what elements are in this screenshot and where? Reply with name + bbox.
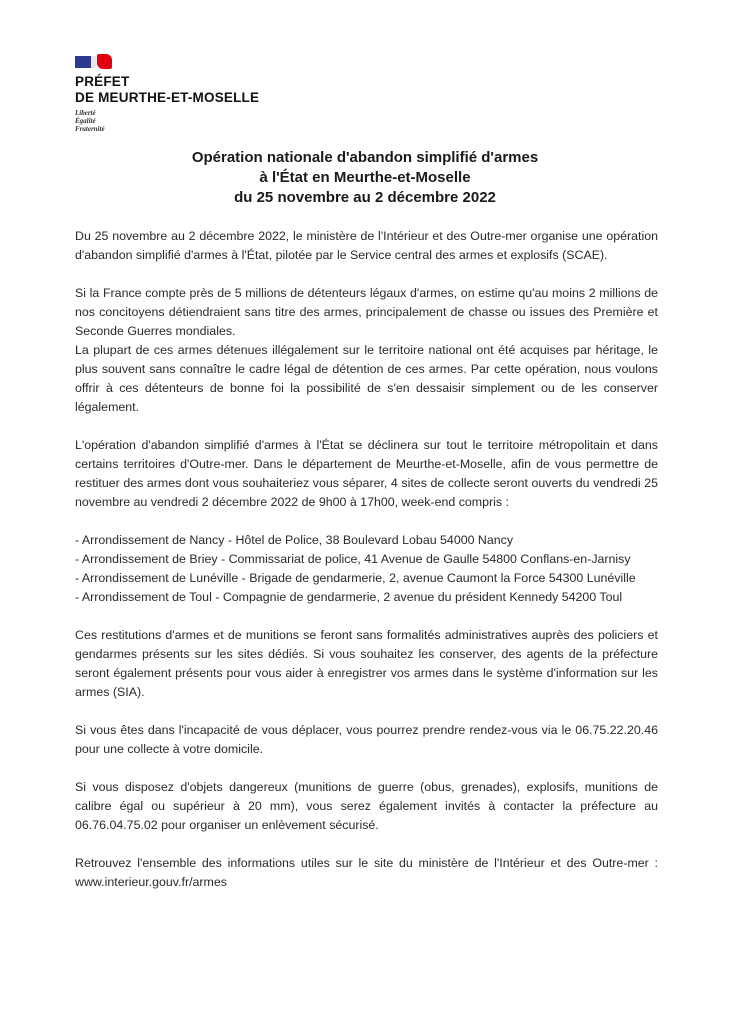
prefet-label: PRÉFET: [75, 74, 130, 89]
motto-liberte: Liberté: [75, 109, 96, 117]
marianne-flag-icon: [75, 54, 113, 70]
site-toul: - Arrondissement de Toul - Compagnie de gendarmerie, 2 avenue du président Kennedy 54200 Toul: [75, 590, 623, 604]
paragraph-restitutions: Ces restitutions d'armes et de munitions se feront sans formalités administratives auprès des policiers et gendarmes présents sur les sites dédiés. Si vous souhaitez les conserver, des agents de la préfecture seront également présents pour vous aider à enregistrer vos armes dans le système d'information sur les armes (SIA).: [75, 628, 658, 699]
collection-sites-list: [75, 531, 658, 607]
paragraph-home-collection: Si vous êtes dans l'incapacité de vous déplacer, vous pourrez prendre rendez-vous via le 06.75.22.20.46 pour une collecte à votre domicile.: [75, 723, 658, 756]
motto-fraternite: Fraternité: [75, 125, 105, 133]
paragraph-more-info: Retrouvez l'ensemble des informations utiles sur le site du ministère de l'Intérieur et des Outre-mer : www.interieur.gouv.fr/armes: [75, 856, 658, 889]
paragraph-intro: Du 25 novembre au 2 décembre 2022, le ministère de l'Intérieur et des Outre-mer organise une opération d'abandon simplifié d'armes à l'État, pilotée par le Service central des armes et explosifs (SCAE).: [75, 229, 658, 262]
paragraph-heritage: La plupart de ces armes détenues illégalement sur le territoire national ont été acquises par héritage, le plus souvent sans connaître le cadre légal de détention de ces armes. Par cette opération, nous voulons offrir à ces détenteurs de bonne foi la possibilité de s'en dessaisir simplement ou de les conserver légalement.: [75, 343, 658, 414]
title-line-2: à l'État en Meurthe-et-Moselle: [259, 169, 471, 186]
site-briey: - Arrondissement de Briey - Commissariat de police, 41 Avenue de Gaulle 54800 Conflans-en-Jarnisy: [75, 552, 631, 566]
paragraph-operation: L'opération d'abandon simplifié d'armes à l'État se déclinera sur tout le territoire métropolitain et dans certains territoires d'Outre-mer. Dans le département de Meurthe-et-Moselle, afin de vous permettre de restituer des armes dont vous souhaiteriez vous séparer, 4 sites de collecte seront ouverts du vendredi 25 novembre au vendredi 2 décembre 2022 de 9h00 à 17h00, week-end compris :: [75, 438, 658, 509]
title-line-3: du 25 novembre au 2 décembre 2022: [234, 189, 496, 206]
motto-egalite: Égalité: [75, 117, 96, 125]
title-line-1: Opération nationale d'abandon simplifié d'armes: [191, 149, 539, 166]
document-body: [75, 227, 658, 892]
prefecture-logo-block: [75, 54, 315, 133]
paragraph-dangerous-objects: Si vous disposez d'objets dangereux (munitions de guerre (obus, grenades), explosifs, munitions de calibre égal ou supérieur à 20 mm), vous serez également invités à contacter la préfecture au 06.76.04.75.02 pour organiser un enlèvement sécurisé.: [75, 780, 658, 832]
document-title: [100, 148, 630, 208]
department-label: DE MEURTHE-ET-MOSELLE: [75, 90, 260, 105]
paragraph-context: Si la France compte près de 5 millions de détenteurs légaux d'armes, on estime qu'au moins 2 millions de nos concitoyens détiendraient sans titre des armes, principalement de chasse ou issues des Première et Seconde Guerres mondiales.: [75, 286, 658, 338]
motto: [75, 109, 315, 133]
site-luneville: - Arrondissement de Lunéville - Brigade de gendarmerie, 2, avenue Caumont la Force 54300 Lunéville: [75, 571, 636, 585]
site-nancy: - Arrondissement de Nancy - Hôtel de Police, 38 Boulevard Lobau 54000 Nancy: [75, 533, 514, 547]
